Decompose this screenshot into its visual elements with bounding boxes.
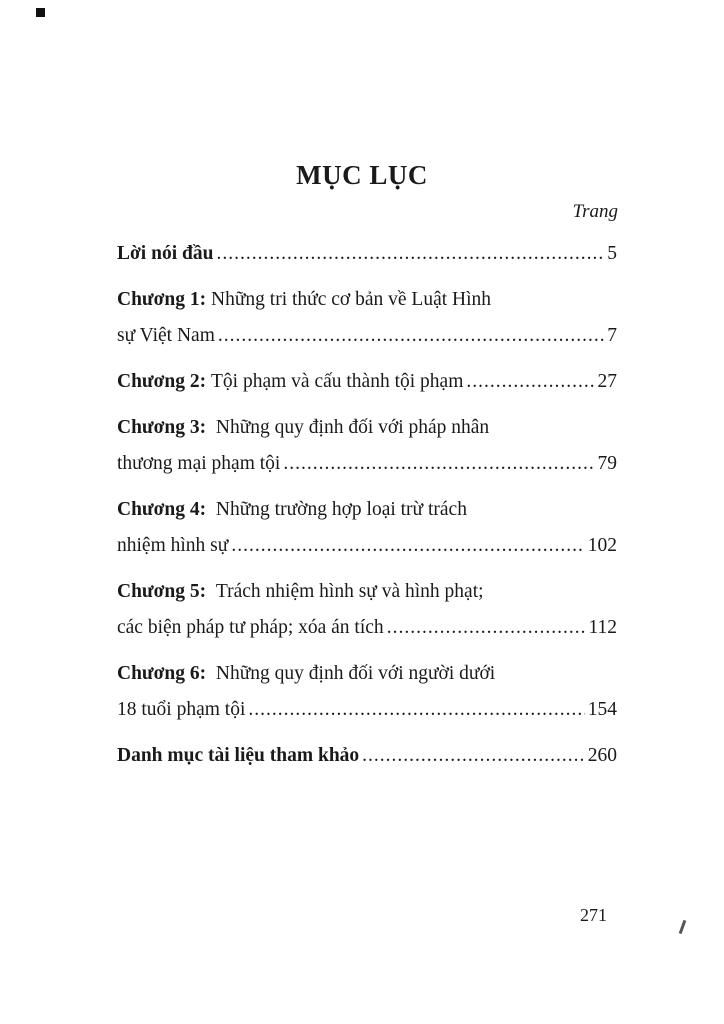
toc-entry-title-line2: các biện pháp tư pháp; xóa án tích [117,617,384,638]
toc-entry-label: Chương 4: [117,499,207,520]
dot-leader [248,692,584,728]
toc-entry-page: 27 [597,371,617,392]
toc-entry-page: 112 [588,617,617,638]
toc-entry-title-line1: Những quy định đối với pháp nhân [215,417,490,438]
page-column-label: Trang [572,201,618,222]
dot-leader [283,446,594,482]
toc-entry-label: Chương 2: [117,371,207,392]
toc-entry-chapter-6 [117,656,617,728]
margin-mark [679,920,687,934]
toc-entry-label: Chương 6: [117,663,207,684]
toc-entry-title-line1: Những tri thức cơ bản về Luật Hình [211,289,492,310]
toc-entry-label: Lời nói đầu [117,243,214,264]
dot-leader [466,364,594,400]
toc-entry-label: Chương 3: [117,417,207,438]
page-title: MỤC LỤC [296,160,428,190]
dot-leader [216,236,604,272]
toc-entry-page: 5 [607,243,617,264]
dot-leader [387,610,586,646]
table-of-contents [117,236,617,774]
toc-entry-title-line1: Trách nhiệm hình sự và hình phạt; [215,581,484,602]
toc-entry-chapter-5 [117,574,617,646]
page-number: 271 [580,905,607,925]
toc-entry-label: Chương 5: [117,581,207,602]
toc-entry-title-line2: thương mại phạm tội [117,453,281,474]
toc-entry-page: 102 [587,535,617,556]
toc-entry-foreword [117,236,617,272]
toc-entry-chapter-2 [117,364,617,400]
toc-entry-title-line2: 18 tuổi phạm tội [117,699,246,720]
dot-leader [362,738,585,774]
toc-entry-title-line1: Những trường hợp loại trừ trách [215,499,467,520]
toc-entry-title-line2: nhiệm hình sự [117,535,229,556]
toc-entry-chapter-1 [117,282,617,354]
toc-entry-label: Danh mục tài liệu tham khảo [117,745,360,766]
toc-entry-title-line1: Những quy định đối với người dưới [215,663,496,684]
toc-entry-page: 7 [607,325,617,346]
toc-entry-title-line2: sự Việt Nam [117,325,215,346]
dot-leader [231,528,584,564]
toc-entry-label: Chương 1: [117,289,207,310]
dot-leader [218,318,604,354]
toc-entry-chapter-4 [117,492,617,564]
toc-entry-title-line2: Tội phạm và cấu thành tội phạm [211,371,464,392]
scan-corner-mark [36,8,45,17]
toc-entry-page: 79 [597,453,617,474]
toc-entry-chapter-3 [117,410,617,482]
toc-entry-references [117,738,617,774]
toc-entry-page: 154 [587,699,617,720]
toc-entry-page: 260 [587,745,617,766]
